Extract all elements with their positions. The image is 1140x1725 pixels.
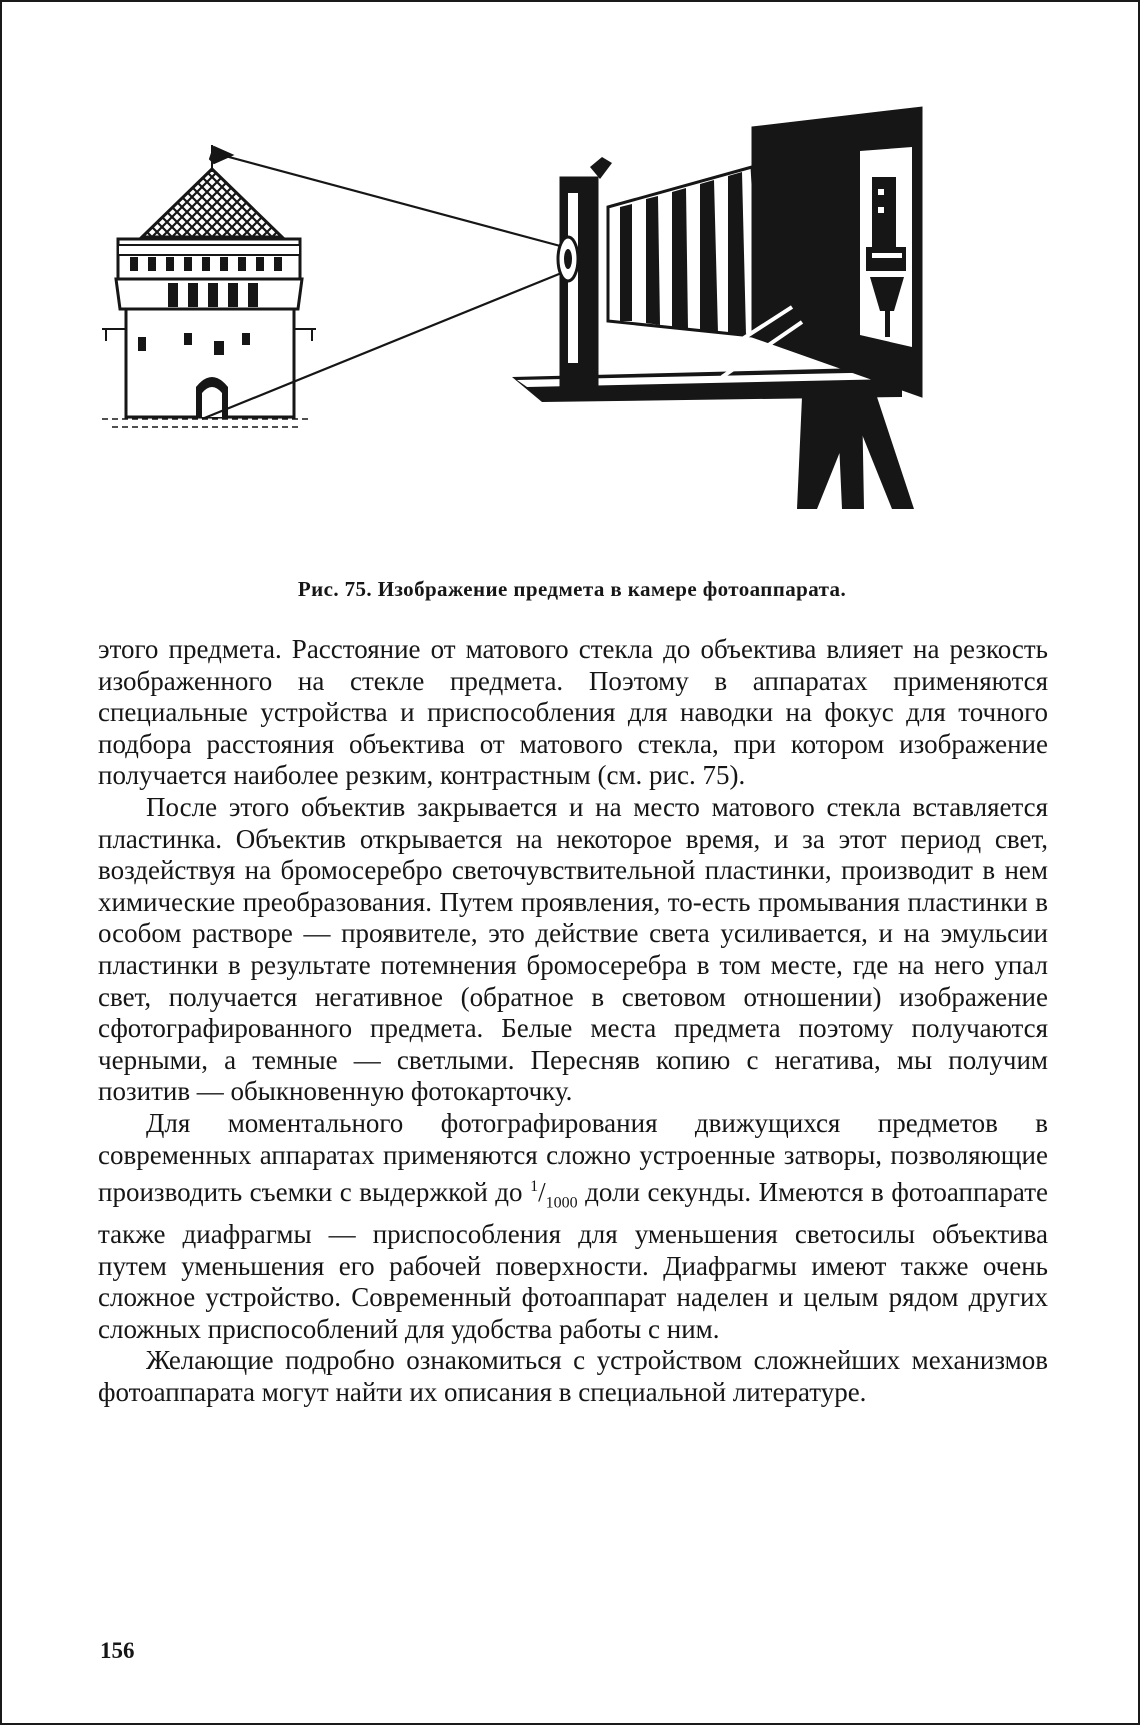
camera-drawing: [512, 107, 922, 509]
figure-caption: Рис. 75. Изображение предмета в камере фотоаппарата.: [297, 577, 847, 601]
fraction-numerator: 1: [530, 1178, 539, 1196]
fraction-denominator: 1000: [545, 1194, 578, 1212]
camera-illustration: [102, 97, 1032, 577]
figure-75: [102, 97, 1032, 577]
paragraph-1: этого предмета. Расстояние от матового стекла до объектива влияет на резкость изображенного на стекле предмета. Поэтому в аппаратах применяются специальные устройства и приспособления для наводки на фокус для точного подбора расстояния объектива от матового стекла, при котором изображение получается наиболее резким, контрастным (см. рис. 75).: [98, 634, 1048, 791]
body-text: [98, 634, 1048, 1409]
paragraph-3-start: Для моментального фотографирования движущихся предметов в современных аппаратах применяются сложно устроенные затворы, позволяющие производить съемки с выдержкой до: [98, 1107, 1048, 1208]
paragraph-3-end: доли секунды. Имеются в фотоаппарате также диафрагмы — приспособления для уменьшения светосилы объектива путем уменьшения его рабочей поверхности. Диафрагмы имеют также очень сложное устройство. Современный фотоаппарат наделен и целым рядом других сложных приспособлений для удобства работы с ним.: [98, 1177, 1048, 1344]
fraction: $^1/_{1000}$: [530, 1177, 578, 1212]
paragraph-2: После этого объектив закрывается и на место матового стекла вставляется пластинка. Объектив открывается на некоторое время, и за этот период свет, воздействуя на бромосеребро светочувствительной пластинки, производит в нем химические преобразования. Путем проявления, то-есть промывания пластинки в особом растворе — проявителе, это действие света усиливается, и на эмульсии пластинки в результате потемнения бромосеребра в том месте, где на него упал свет, получается негативное (обратное в световом отношении) изображение сфотографированного предмета. Белые места предмета поэтому получаются черными, а темные — светлыми. Пересняв копию с негатива, мы получим позитив — обыкновенную фотокарточку.: [98, 791, 1048, 1107]
page-number: 156: [100, 1638, 135, 1663]
paragraph-3: [98, 1108, 1048, 1346]
paragraph-4: Желающие подробно ознакомиться с устройством сложнейших механизмов фотоаппарата могут найти их описания в специальной литературе.: [98, 1345, 1048, 1408]
